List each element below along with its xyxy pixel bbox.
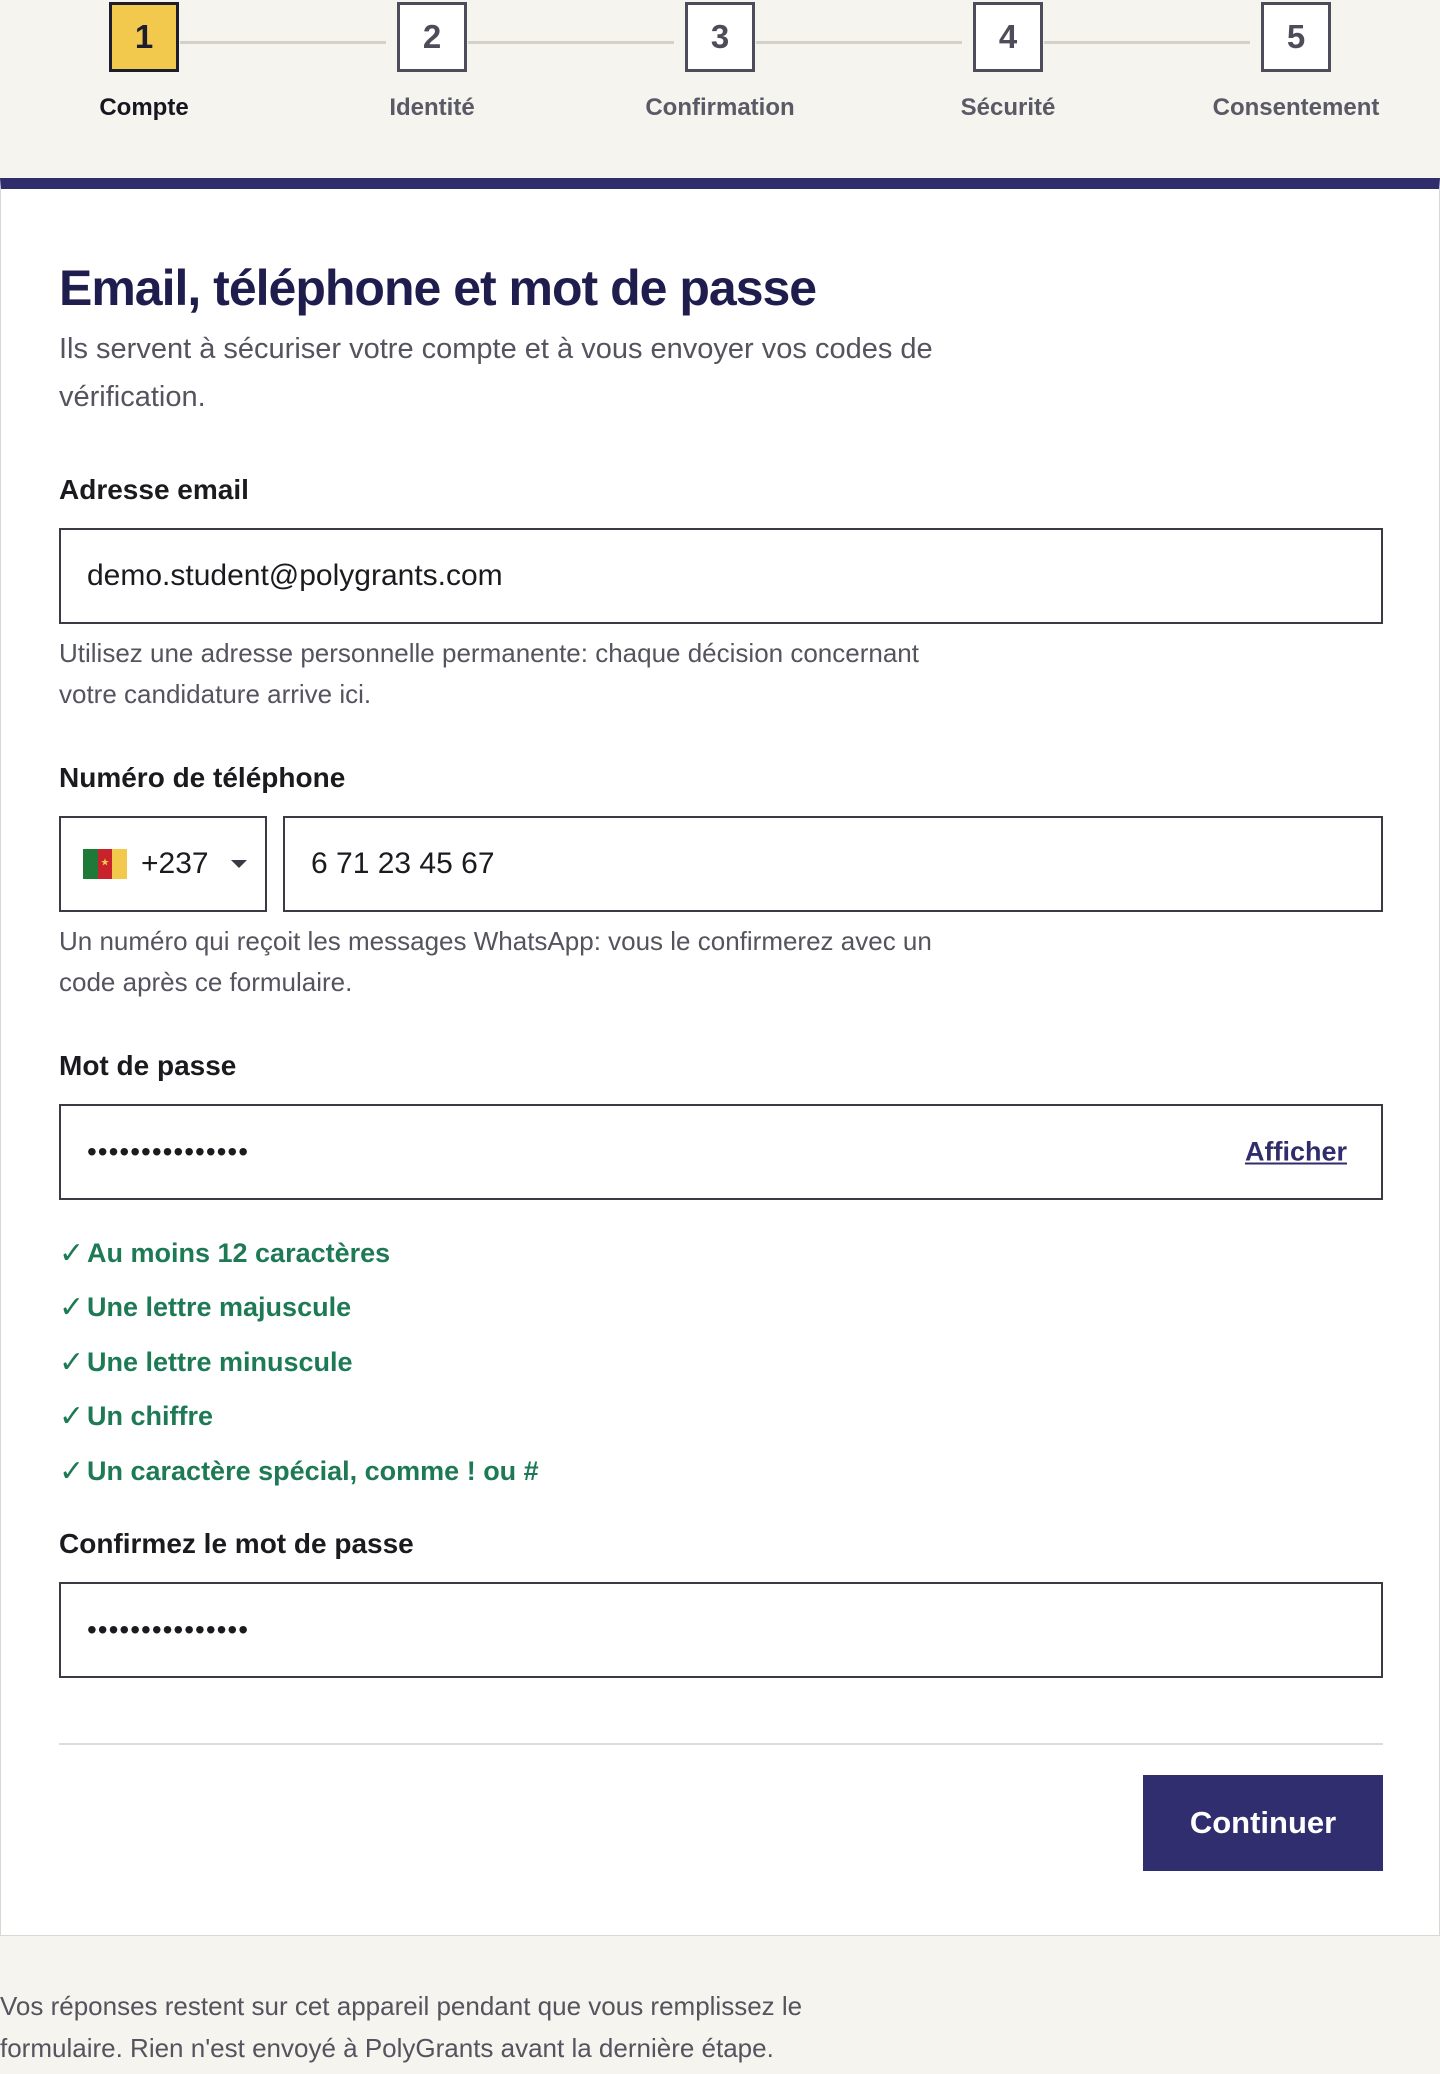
check-icon: ✓ (59, 1454, 85, 1488)
show-password-toggle[interactable]: Afficher (1244, 1136, 1347, 1167)
step-number: 3 (685, 2, 755, 72)
continue-button[interactable]: Continuer (1143, 1775, 1383, 1871)
requirement-item (59, 1390, 539, 1445)
phone-field[interactable] (285, 818, 1381, 910)
check-icon: ✓ (59, 1400, 85, 1434)
page-subtitle: Ils servent à sécuriser votre compte et à vous envoyer vos codes de vérification. (59, 333, 933, 413)
requirement-text: Un caractère spécial, comme ! ou # (87, 1455, 539, 1486)
requirement-text: Un chiffre (87, 1401, 214, 1432)
password-label: Mot de passe (59, 1050, 237, 1081)
step-number: 2 (397, 2, 467, 72)
step-securite[interactable] (898, 2, 1118, 122)
step-label: Confirmation (645, 94, 795, 121)
step-label: Consentement (1212, 94, 1380, 121)
step-identite[interactable] (322, 2, 542, 122)
step-compte[interactable] (34, 2, 254, 122)
step-number: 1 (109, 2, 179, 72)
privacy-note: Vos réponses restent sur cet appareil pendant que vous remplissez le formulaire. Rien n'est envoyé à PolyGrants avant la dernière étape. (0, 1991, 803, 2063)
step-label: Sécurité (960, 94, 1056, 121)
requirement-text: Une lettre minuscule (87, 1346, 353, 1377)
step-number: 5 (1261, 2, 1331, 72)
email-field-wrapper (59, 528, 1383, 624)
step-label: Compte (99, 94, 189, 121)
step-number: 4 (973, 2, 1043, 72)
form-card (0, 178, 1440, 1936)
password-requirements (59, 1226, 539, 1499)
requirement-item (59, 1281, 539, 1336)
email-field[interactable] (61, 530, 1381, 622)
phone-field-wrapper (283, 816, 1383, 912)
email-hint: Utilisez une adresse personnelle permanente: chaque décision concernant votre candidature arrive ici. (59, 638, 919, 709)
requirement-item (59, 1444, 539, 1499)
cameroon-flag-icon (83, 849, 127, 879)
country-code-select[interactable] (59, 816, 267, 912)
password-field[interactable] (61, 1106, 1381, 1198)
check-icon: ✓ (59, 1345, 85, 1379)
confirm-password-label: Confirmez le mot de passe (59, 1528, 414, 1559)
step-confirmation[interactable] (610, 2, 830, 122)
check-icon: ✓ (59, 1236, 85, 1270)
requirement-text: Au moins 12 caractères (87, 1237, 391, 1268)
confirm-password-field-wrapper (59, 1582, 1383, 1678)
step-label: Identité (389, 94, 475, 121)
requirement-item (59, 1335, 539, 1390)
page-title: Email, téléphone et mot de passe (59, 260, 817, 316)
chevron-down-icon (231, 860, 247, 868)
form-divider (59, 1743, 1383, 1745)
confirm-password-field[interactable] (61, 1584, 1381, 1676)
step-consentement[interactable] (1186, 2, 1406, 122)
phone-label: Numéro de téléphone (59, 762, 346, 793)
password-field-wrapper (59, 1104, 1383, 1200)
requirement-text: Une lettre majuscule (87, 1292, 352, 1323)
check-icon: ✓ (59, 1291, 85, 1325)
email-label: Adresse email (59, 474, 249, 505)
progress-stepper (0, 0, 1440, 178)
requirement-item (59, 1226, 539, 1281)
phone-hint: Un numéro qui reçoit les messages WhatsApp: vous le confirmerez avec un code après ce formulaire. (59, 926, 932, 997)
country-code-value: +237 (141, 847, 209, 880)
